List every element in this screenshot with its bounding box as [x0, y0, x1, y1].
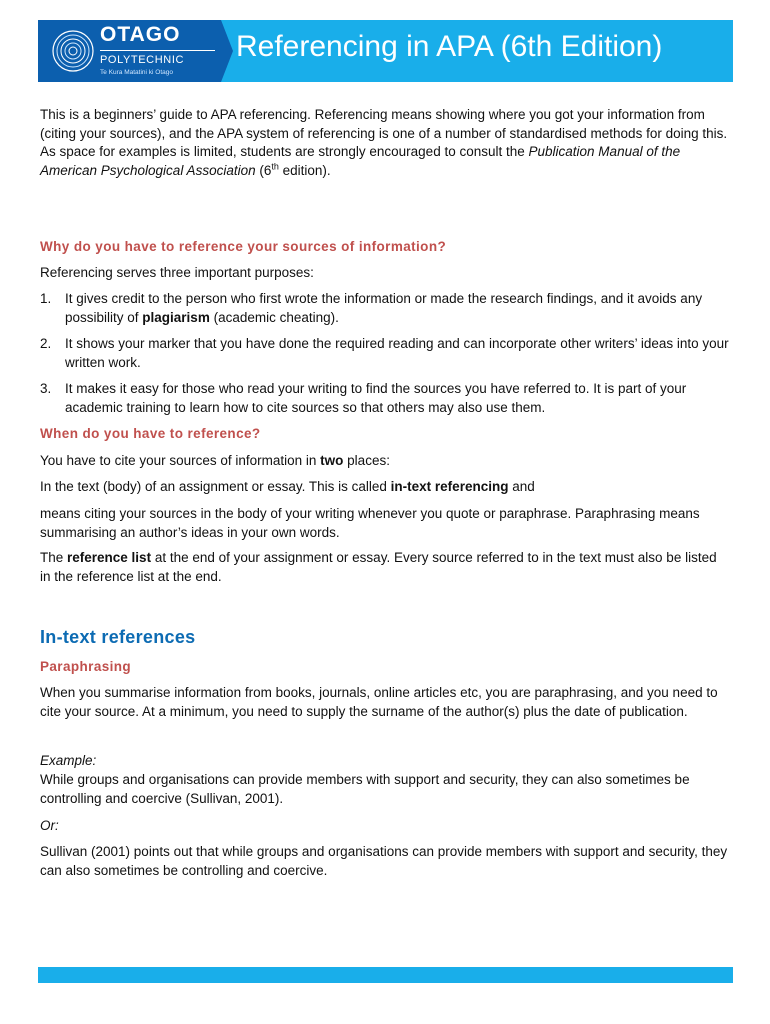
why-heading: Why do you have to reference your sources of information? [40, 239, 447, 254]
logo-swirl-icon [48, 26, 98, 76]
list-text: It gives credit to the person who first wrote the information or made the research findings, and it avoids any possibility of plagiarism (academic cheating). [65, 291, 703, 325]
list-text: It makes it easy for those who read your writing to find the sources you have referred to. It is part of your academic training to learn how to cite sources so that others may also use them. [65, 381, 687, 415]
list-number: 3. [40, 381, 52, 396]
otago-polytechnic-logo [38, 20, 221, 82]
intext-heading: In-text references [40, 627, 196, 647]
or-label: Or: [40, 818, 59, 833]
list-number: 2. [40, 336, 52, 351]
why-lead: Referencing serves three important purposes: [40, 265, 314, 280]
or-text: Sullivan (2001) points out that while groups and organisations can provide members with support and security, they can also sometimes be controlling and coercive. [40, 844, 728, 878]
when-paragraph-2: In the text (body) of an assignment or essay. This is called in-text referencing and [40, 479, 535, 494]
header-banner [38, 20, 733, 82]
paraphrasing-paragraph: When you summarise information from books, journals, online articles etc, you are paraphrasing, and you need to cite your source. At a minimum, you need to supply the surname of the author(s) plus the date of publication. [40, 685, 718, 719]
logo-name: OTAGO [100, 23, 181, 46]
example-label: Example: [40, 753, 97, 768]
logo-notch [221, 20, 233, 82]
when-paragraph-4: The reference list at the end of your assignment or essay. Every source referred to in the text must also be listed in the reference list at the end. [40, 550, 717, 584]
list-text: It shows your marker that you have done the required reading and can incorporate other writers’ ideas into your written work. [65, 336, 729, 370]
logo-maori-name: Te Kura Matatini ki Otago [100, 69, 173, 76]
page-title: Referencing in APA (6th Edition) [236, 30, 663, 63]
logo-subtitle: POLYTECHNIC [100, 54, 185, 66]
paraphrasing-heading: Paraphrasing [40, 659, 132, 674]
intro-paragraph: This is a beginners’ guide to APA referencing. Referencing means showing where you got your information from (citing your sources), and the APA system of referencing is one of a number of standardised methods for doing this. As space for examples is limited, students are strongly encouraged to consult the Publication Manual of the American Psychological Association (6th edition). [40, 107, 728, 178]
list-number: 1. [40, 291, 52, 306]
when-paragraph-1: You have to cite your sources of information in two places: [40, 453, 390, 468]
footer-bar [38, 967, 733, 983]
when-paragraph-3: means citing your sources in the body of your writing whenever you quote or paraphrase. Paraphrasing means summarising an author’s ideas in your own words. [40, 506, 700, 540]
manual-title: Publication Manual of the American Psychological Association [40, 144, 681, 178]
when-heading: When do you have to reference? [40, 426, 261, 441]
example-text: While groups and organisations can provide members with support and security, they can also sometimes be controlling and coercive (Sullivan, 2001). [40, 772, 690, 806]
logo-divider [100, 50, 215, 51]
